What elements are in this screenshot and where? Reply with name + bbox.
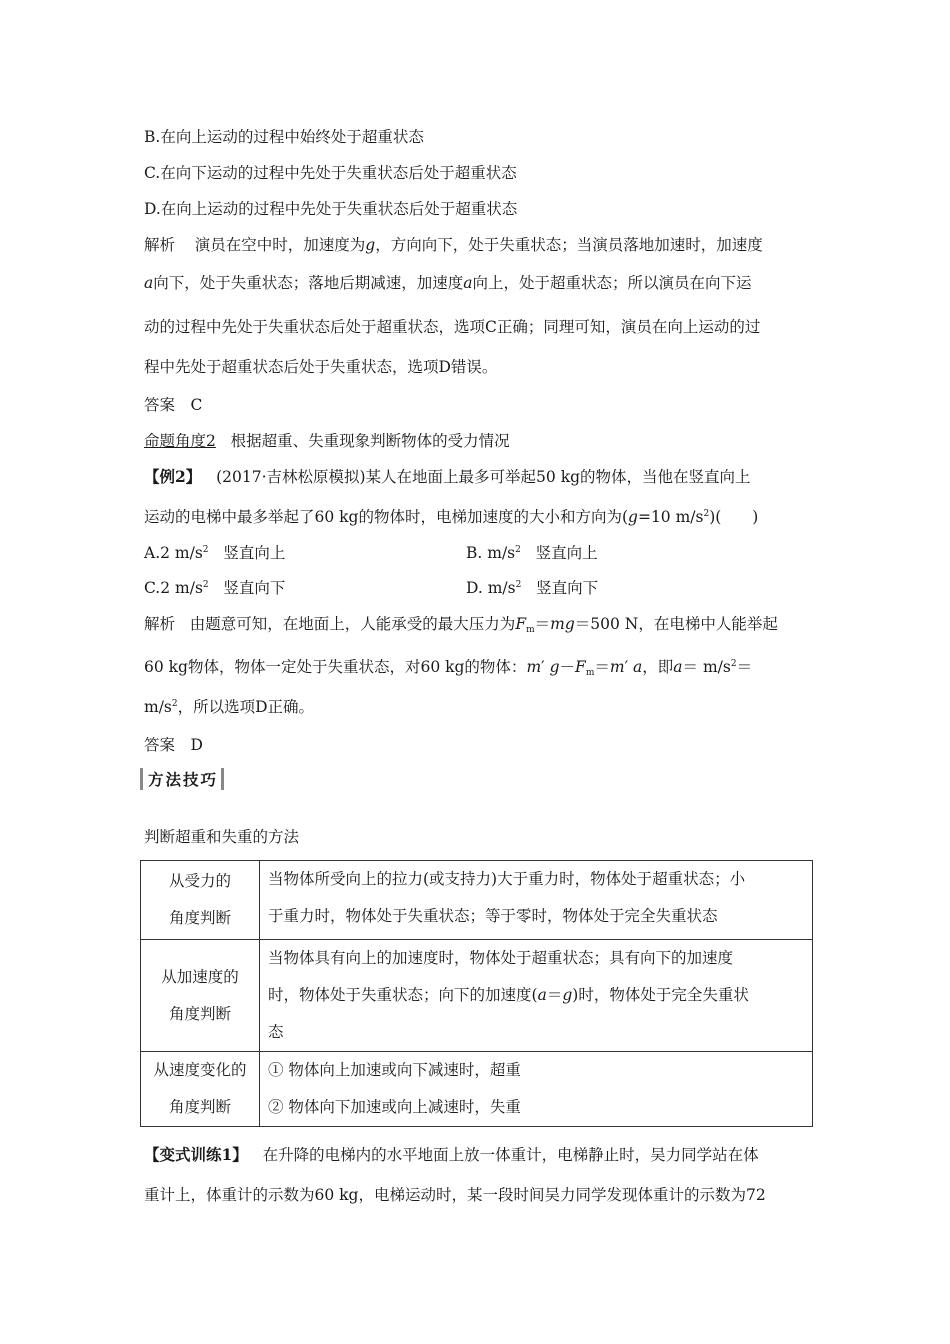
table-row [141, 861, 813, 940]
analysis1-text-d: 向上，处于超重状态；所以演员在向下运 [472, 274, 752, 292]
method-table [140, 860, 813, 1127]
example2-text2c: )( ) [709, 508, 759, 526]
opt-b-text: B. m/s [466, 544, 516, 562]
table-row [141, 1052, 813, 1127]
row3-line1: ① 物体向上加速或向下减速时，超重 [268, 1061, 521, 1079]
badge-bar-left [140, 768, 143, 790]
method-title: 判断超重和失重的方法 [144, 828, 300, 846]
option-c: C.在向下运动的过程中先处于失重状态后处于超重状态 [144, 164, 517, 182]
row1-line2: 于重力时，物体处于失重状态；等于零时，物体处于完全失重状态 [268, 907, 718, 925]
variant1-label: 【变式训练1】 [144, 1145, 248, 1164]
row2-line2-b: )时，物体处于完全失重状 [572, 986, 749, 1004]
table-content-cell [260, 861, 813, 940]
topic2-desc: 根据超重、失重现象判断物体的受力情况 [230, 432, 510, 450]
analysis1-line1: 解析 演员在空中时，加速度为g，方向向下，处于失重状态；当演员落地加速时，加速度 [144, 236, 763, 254]
row1-line1: 当物体所受向上的拉力(或支持力)大于重力时，物体处于超重状态；小 [268, 870, 746, 888]
row1-head2: 角度判断 [168, 909, 231, 927]
analysis1-text-b: ，方向向下，处于失重状态；当演员落地加速时，加速度 [375, 236, 763, 254]
row2-line3: 态 [268, 1023, 284, 1041]
topic2 [144, 430, 510, 452]
analysis1-text-a: 演员在空中时，加速度为 [194, 236, 366, 254]
row1-head1: 从受力的 [168, 872, 231, 890]
method-badge [140, 766, 224, 792]
opt-a-text: A.2 m/s [144, 544, 203, 562]
example2-option-a: A.2 $m/s^2$ 竖直向上 [144, 544, 286, 562]
opt-d-text: D. m/s [466, 579, 516, 597]
row3-head2: 角度判断 [168, 1098, 231, 1116]
analysis2-text-c: 60 kg物体，物体一定处于失重状态，对60 kg的物体： [144, 658, 527, 676]
example2-text2a: 运动的电梯中最多举起了60 kg的物体时，电梯加速度的大小和方向为( [144, 508, 629, 526]
analysis2-text-h: ，所以选项D正确。 [177, 698, 315, 716]
row2-line1: 当物体具有向上的加速度时，物体处于超重状态；具有向下的加速度 [268, 949, 734, 967]
row2-head2: 角度判断 [168, 1004, 231, 1023]
example2-line1 [144, 466, 751, 488]
row2-line2-a: 时，物体处于失重状态；向下的加速度( [268, 986, 538, 1004]
table-head-cell [141, 1052, 260, 1127]
row3-line2: ② 物体向下加速或向上减速时，失重 [268, 1098, 521, 1116]
opt-b-dir: 竖直向上 [535, 544, 598, 562]
example2-line2: 运动的电梯中最多举起了60 kg的物体时，电梯加速度的大小和方向为(g=10 $m/s^2$)( ) [144, 508, 759, 526]
opt-d-dir: 竖直向下 [536, 579, 599, 597]
analysis-label: 解析 [144, 615, 176, 633]
analysis2-line3: $m/s^2$，所以选项D正确。 [144, 698, 315, 716]
variant1-line2: 重计上，体重计的示数为60 kg，电梯运动时，某一段时间吴力同学发现体重计的示数为72 [144, 1186, 766, 1204]
analysis2-text-e: ＝ m/s [682, 658, 731, 676]
example2-option-b: B. $m/s^2$ 竖直向上 [466, 544, 598, 562]
example2-text2b: =10 m/s [637, 508, 704, 526]
example2-option-c: C.2 $m/s^2$ 竖直向下 [144, 579, 286, 597]
badge-bar-right [221, 768, 224, 790]
row2-line2: 时，物体处于失重状态；向下的加速度(a＝g)时，物体处于完全失重状 [268, 986, 749, 1004]
opt-a-dir: 竖直向上 [223, 544, 286, 562]
example2-label: 【例2】 [144, 467, 202, 486]
table-row [141, 940, 813, 1052]
table-head-cell [141, 940, 260, 1052]
analysis-label: 解析 [144, 236, 176, 254]
option-d: D.在向上运动的过程中先处于失重状态后处于超重状态 [144, 200, 518, 218]
analysis1-text-c: 向下，处于失重状态；落地后期减速，加速度 [153, 274, 464, 292]
analysis2-text-f: ＝ [736, 658, 753, 676]
row3-head1: 从速度变化的 [153, 1061, 247, 1079]
analysis2-text-g: m/s [144, 698, 172, 716]
analysis1-line3: 动的过程中先处于失重状态后处于超重状态，选项C正确；同理可知，演员在向上运动的过 [144, 318, 761, 336]
row2-head1: 从加速度的 [161, 967, 239, 986]
example2-text1: (2017·吉林松原模拟)某人在地面上最多可举起50 kg的物体，当他在竖直向上 [216, 468, 751, 486]
answer2: 答案 D [144, 736, 203, 754]
analysis2-line1: 解析 由题意可知，在地面上，人能承受的最大压力为$F_m=mg=500$ N，在电梯中人能举起 [144, 615, 778, 635]
topic2-title: 命题角度2 [144, 432, 216, 450]
table-content-cell [260, 940, 813, 1052]
analysis2-text-b: ＝500 N，在电梯中人能举起 [574, 615, 778, 633]
analysis2-text-a: 由题意可知，在地面上，人能承受的最大压力为 [189, 615, 516, 633]
example2-option-d: D. $m/s^2$ 竖直向下 [466, 579, 599, 597]
table-content-cell [260, 1052, 813, 1127]
analysis1-line2: a向下，处于失重状态；落地后期减速，加速度a向上，处于超重状态；所以演员在向下运 [144, 274, 752, 292]
table-head-cell [141, 861, 260, 940]
answer1: 答案 C [144, 396, 203, 414]
analysis1-line4: 程中先处于超重状态后处于失重状态，选项D错误。 [144, 358, 498, 376]
analysis2-text-d: ，即 [642, 658, 674, 676]
opt-c-dir: 竖直向下 [223, 579, 286, 597]
opt-c-text: C.2 m/s [144, 579, 203, 597]
analysis2-line2: 60 kg物体，物体一定处于失重状态，对60 kg的物体：m′ $g-F_m=m'$ a，即$a= m/s^2=$ [144, 658, 753, 678]
variant1-text1: 在升降的电梯内的水平地面上放一体重计，电梯静止时，吴力同学站在体 [262, 1146, 759, 1164]
method-badge-text: 方法技巧 [148, 771, 219, 789]
variant1-line1 [144, 1144, 759, 1166]
option-b: B.在向上运动的过程中始终处于超重状态 [144, 128, 424, 146]
